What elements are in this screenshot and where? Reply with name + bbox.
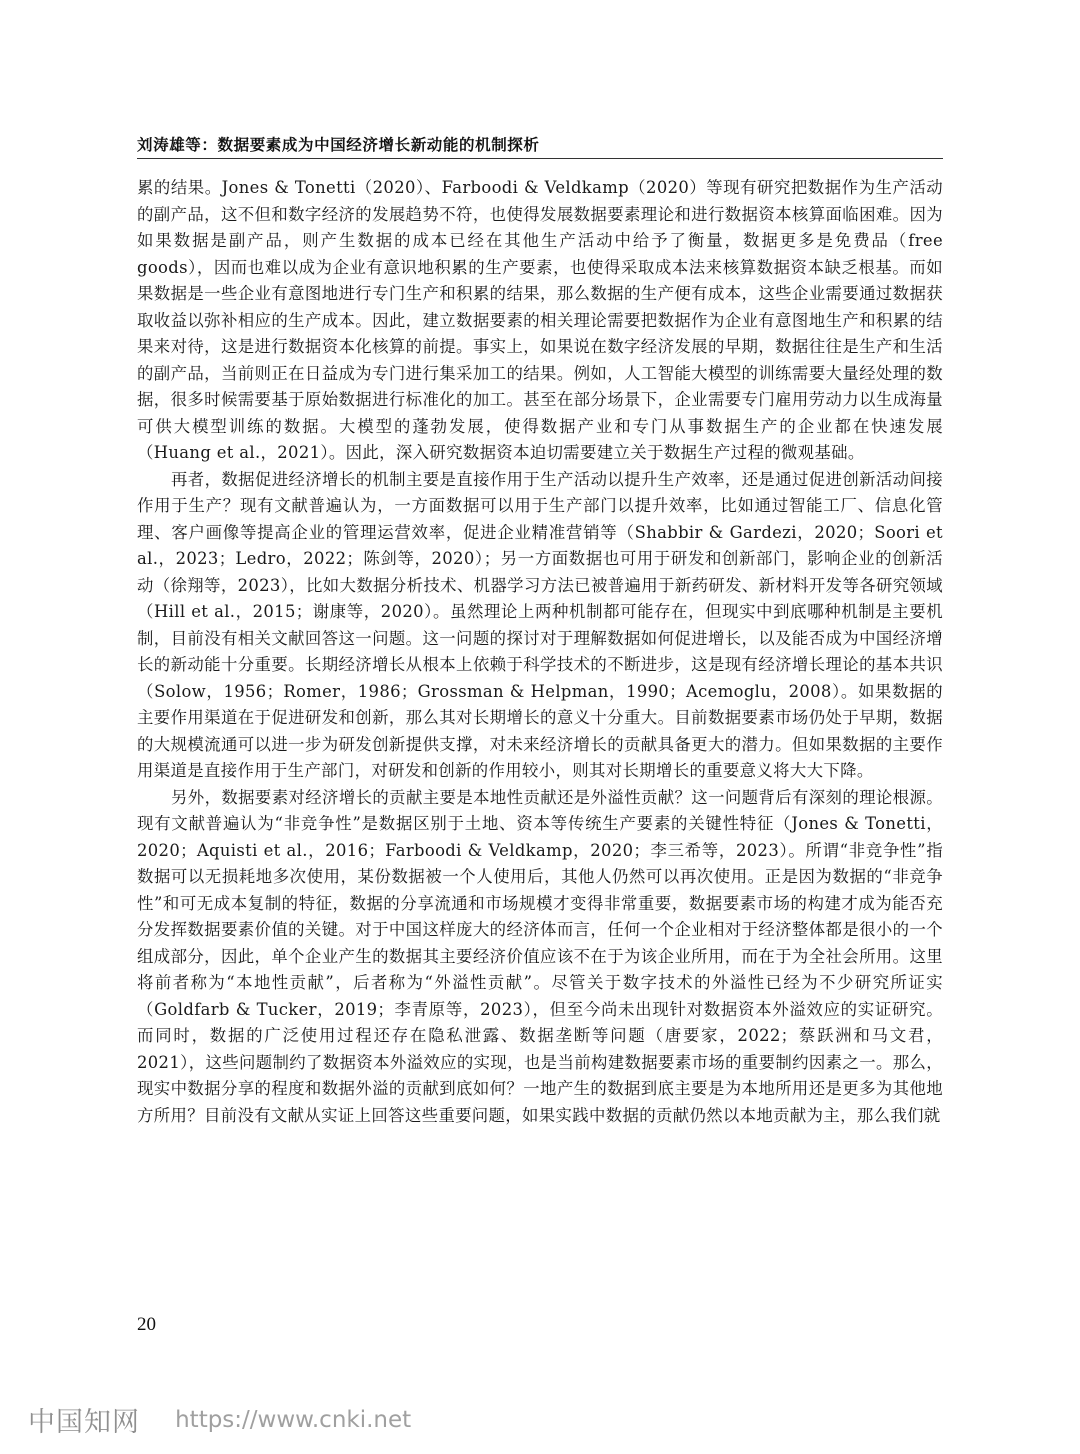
header-rule <box>137 158 943 159</box>
paragraph-mechanism: 再者，数据促进经济增长的机制主要是直接作用于生产活动以提升生产效率，还是通过促进创新活动间接作用于生产？现有文献普遍认为，一方面数据可以用于生产部门以提升效率，比如通过智能工厂、信息化管理、客户画像等提高企业的管理运营效率，促进企业精准营销等（Shabbir & Gardezi，2020；Soori et al.，2023；Ledro，2022；陈剑等，2020）；另一方面数据也可用于研发和创新部门，影响企业的创新活动（徐翔等，2023），比如大数据分析技术、机器学习方法已被普遍用于新药研发、新材料开发等各研究领域（Hill et al.，2015；谢康等，2020）。虽然理论上两种机制都可能存在，但现实中到底哪种机制是主要机制，目前没有相关文献回答这一问题。这一问题的探讨对于理解数据如何促进增长，以及能否成为中国经济增长的新动能十分重要。长期经济增长从根本上依赖于科学技术的不断进步，这是现有经济增长理论的基本共识（Solow，1956；Romer，1986；Grossman & Helpman，1990；Acemoglu，2008）。如果数据的主要作用渠道在于促进研发和创新，那么其对长期增长的意义十分重大。目前数据要素市场仍处于早期，数据的大规模流通可以进一步为研发创新提供支撑，对未来经济增长的贡献具备更大的潜力。但如果数据的主要作用渠道是直接作用于生产部门，对研发和创新的作用较小，则其对长期增长的重要意义将大大下降。 <box>137 469 943 780</box>
running-header: 刘涛雄等：数据要素成为中国经济增长新动能的机制探析 <box>137 136 540 154</box>
paragraph-continued: 累的结果。Jones & Tonetti（2020）、Farboodi & Veldkamp（2020）等现有研究把数据作为生产活动的副产品，这不但和数字经济的发展趋势不符，也使得发展数据要素理论和进行数据资本核算面临困难。因为如果数据是副产品，则产生数据的成本已经在其他生产活动中给予了衡量，数据更多是免费品（free goods），因而也难以成为企业有意识地积累的生产要素，也使得采取成本法来核算数据资本缺乏根基。而如果数据是一些企业有意图地进行专门生产和积累的结果，那么数据的生产便有成本，这些企业需要通过数据获取收益以弥补相应的生产成本。因此，建立数据要素的相关理论需要把数据作为企业有意图地生产和积累的结果来对待，这是进行数据资本化核算的前提。事实上，如果说在数字经济发展的早期，数据往往是生产和生活的副产品，当前则正在日益成为专门进行集采加工的结果。例如，人工智能大模型的训练需要大量经处理的数据，很多时候需要基于原始数据进行标准化的加工。甚至在部分场景下，企业需要专门雇用劳动力以生成海量可供大模型训练的数据。大模型的蓬勃发展，使得数据产业和专门从事数据生产的企业都在快速发展（Huang et al.，2021）。因此，深入研究数据资本迫切需要建立关于数据生产过程的微观基础。 <box>137 178 943 462</box>
paragraph-spillover: 另外，数据要素对经济增长的贡献主要是本地性贡献还是外溢性贡献？这一问题背后有深刻的理论根源。现有文献普遍认为“非竞争性”是数据区别于土地、资本等传统生产要素的关键性特征（Jones & Tonetti，2020；Aquisti et al.，2016；Farboodi & Veldkamp，2020；李三希等，2023）。所谓“非竞争性”指数据可以无损耗地多次使用，某份数据被一个人使用后，其他人仍然可以再次使用。正是因为数据的“非竞争性”和可无成本复制的特征，数据的分享流通和市场规模才变得非常重要，数据要素市场的构建才成为能否充分发挥数据要素价值的关键。对于中国这样庞大的经济体而言，任何一个企业相对于经济整体都是很小的一个组成部分，因此，单个企业产生的数据其主要经济价值应该不在于为该企业所用，而在于为全社会所用。这里将前者称为“本地性贡献”，后者称为“外溢性贡献”。尽管关于数字技术的外溢性已经为不少研究所证实（Goldfarb & Tucker，2019；李青原等，2023），但至今尚未出现针对数据资本外溢效应的实证研究。而同时，数据的广泛使用过程还存在隐私泄露、数据垄断等问题（唐要家，2022；蔡跃洲和马文君，2021），这些问题制约了数据资本外溢效应的实现，也是当前构建数据要素市场的重要制约因素之一。那么，现实中数据分享的程度和数据外溢的贡献到底如何？一地产生的数据到底主要是为本地所用还是更多为其他地方所用？目前没有文献从实证上回答这些重要问题，如果实践中数据的贡献仍然以本地贡献为主，那么我们就 <box>137 787 943 1125</box>
page-number: 20 <box>137 1314 156 1335</box>
cnki-logo-text: 中国知网 <box>28 1407 140 1438</box>
body-text <box>137 175 943 1129</box>
cnki-url[interactable]: https://www.cnki.net <box>175 1406 412 1433</box>
cnki-watermark <box>28 1400 411 1440</box>
